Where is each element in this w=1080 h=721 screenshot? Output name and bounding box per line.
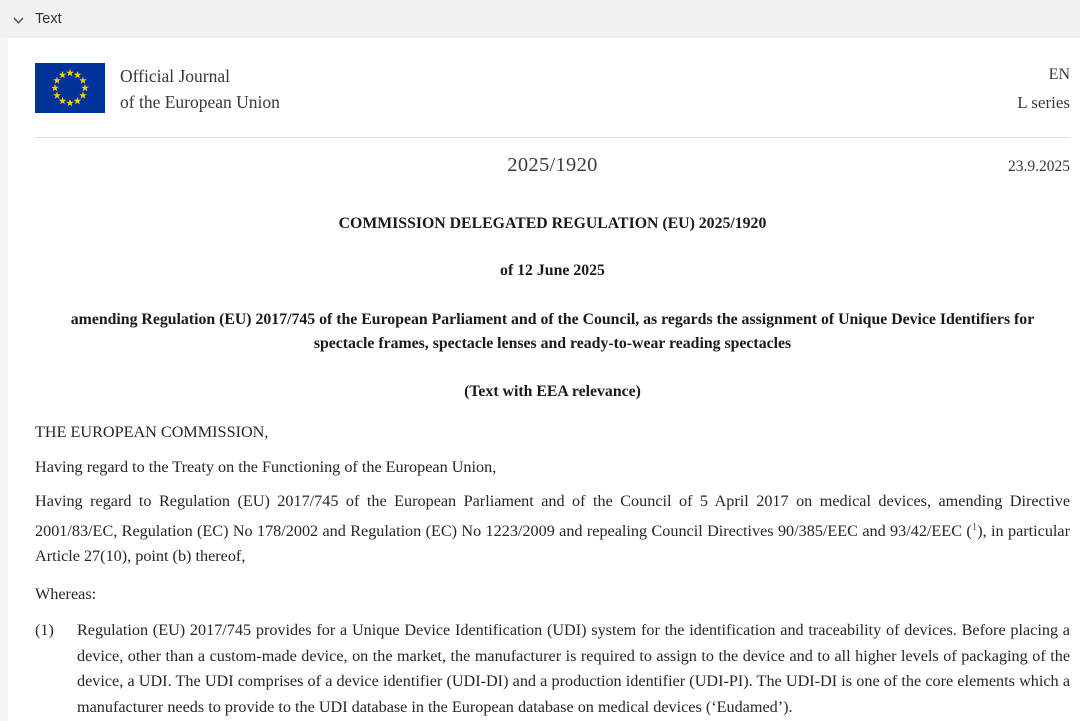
act-number: 2025/1920 [507, 154, 598, 176]
header-divider [35, 137, 1070, 138]
series-label: L series [1017, 93, 1070, 112]
recital-text: Regulation (EU) 2017/745 provides for a Unique Device Identification (UDI) system for the identification and traceability of devices. Before placing a device, other than a custom-made device, on the market, the manufacturer is required to assign to the device and to all higher levels of packaging of the device, a UDI. The UDI comprises of a device identifier (UDI-DI) and a production identifier (UDI-PI). The UDI-DI is one of the core elements which a manufacturer needs to provide to the UDI database in the European database on medical devices (‘Eudamed’). [77, 621, 1070, 716]
eu-flag-icon [35, 63, 105, 118]
journal-title [120, 63, 280, 115]
regulation-date-line: of 12 June 2025 [500, 262, 605, 279]
act-meta-row [35, 154, 1070, 184]
language-series-block [1017, 63, 1070, 120]
citation-regulation [35, 489, 1070, 570]
regulation-title: COMMISSION DELEGATED REGULATION (EU) 2025/1920 [338, 215, 767, 232]
citation-treaty: Having regard to the Treaty on the Functioning of the European Union, [35, 457, 497, 476]
journal-title-line2: of the European Union [120, 91, 280, 112]
eea-relevance-note: (Text with EEA relevance) [464, 383, 641, 400]
citation-regulation-text-post: ), in particular Article 27(10), point (b) thereof, [35, 521, 1070, 565]
chevron-down-icon[interactable] [12, 14, 25, 27]
regulation-subject: amending Regulation (EU) 2017/745 of the European Parliament and of the Council, as regards the assignment of Unique Device Identifiers for spectacle frames, spectacle lenses and ready-to-wear reading spectacles [70, 311, 1035, 352]
recital-1 [35, 618, 1070, 720]
whereas-label: Whereas: [35, 584, 97, 603]
citation-regulation-text-pre: Having regard to Regulation (EU) 2017/745 of the European Parliament and of the Council of 5 April 2017 on medical devices, amending Directive 2001/83/EC, Regulation (EC) No 178/2002 and Regulation (EC) No 1223/2009 and repealing Council Directives 90/385/EEC and 93/42/EEC ( [35, 492, 1070, 540]
journal-header [35, 63, 1070, 120]
journal-title-line1: Official Journal [120, 66, 230, 86]
language-label: EN [1048, 66, 1070, 83]
preamble-opening: THE EUROPEAN COMMISSION, [35, 423, 269, 441]
document-panel [8, 38, 1080, 721]
recital-number: (1) [35, 621, 54, 639]
publication-date: 23.9.2025 [1008, 158, 1070, 175]
section-label: Text [35, 11, 62, 27]
footnote-1-link[interactable]: 1 [971, 520, 978, 533]
text-section-toggle[interactable] [0, 0, 1080, 38]
